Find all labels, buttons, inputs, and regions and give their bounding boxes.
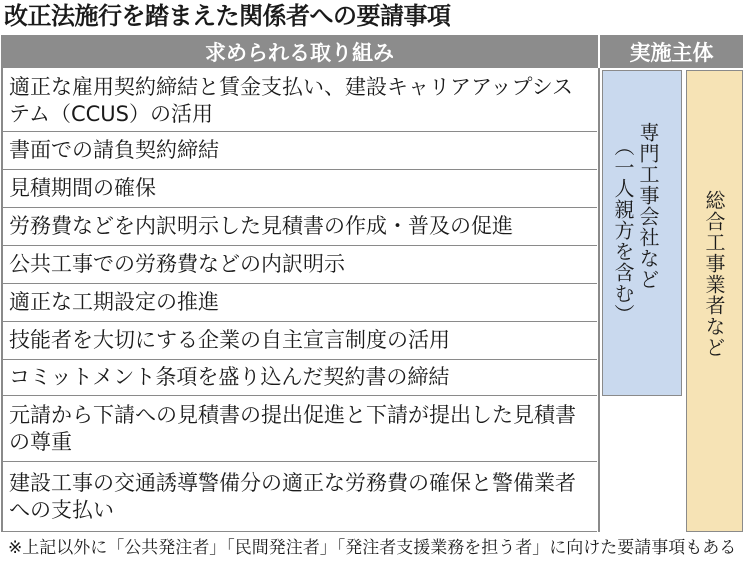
row-text: コミットメント条項を盛り込んだ契約書の締結: [9, 365, 450, 389]
row-text: 建設工事の交通誘導警備分の適正な労務費の確保と警備業者への支払い: [9, 470, 576, 522]
row-text: 適正な雇用契約締結と賃金支払い、建設キャリアアップシステム（CCUS）の活用: [9, 74, 574, 126]
row-text: 書面での請負契約締結: [9, 138, 219, 162]
table-row: [1, 132, 597, 170]
actor-specialist-note: （一人親方を含む）: [611, 136, 635, 325]
header-tasks: 求められる取り組み: [1, 35, 598, 68]
actor-specialist-label: 専門工事会社など: [636, 122, 660, 290]
actor-general-label: 総合工事業者など: [702, 190, 726, 358]
row-text: 公共工事での労務費などの内訳明示: [9, 252, 345, 276]
header-actor: 実施主体: [600, 35, 743, 68]
table-row: [1, 170, 597, 208]
table-row: [1, 360, 597, 396]
page-title: 改正法施行を踏まえた関係者への要請事項: [4, 2, 451, 30]
footnote: ※上記以外に「公共発注者」「民間発注者」「発注者支援業務を担う者」に向けた要請事項もある: [8, 538, 737, 558]
table-row: [1, 284, 597, 322]
row-text: 元請から下請への見積書の提出促進と下請が提出した見積書の尊重: [9, 402, 576, 454]
row-text: 労務費などを内訳明示した見積書の作成・普及の促進: [9, 214, 513, 238]
table-row: [1, 246, 597, 284]
table-row: [1, 208, 597, 246]
row-text: 適正な工期設定の推進: [9, 290, 219, 314]
table-row: [1, 322, 597, 360]
row-text: 技能者を大切にする企業の自主宣言制度の活用: [9, 328, 450, 352]
table-row: [1, 396, 597, 462]
table-row: [1, 70, 597, 132]
table-column-divider: [598, 68, 600, 532]
table-row: [1, 462, 597, 532]
row-text: 見積期間の確保: [9, 176, 156, 200]
